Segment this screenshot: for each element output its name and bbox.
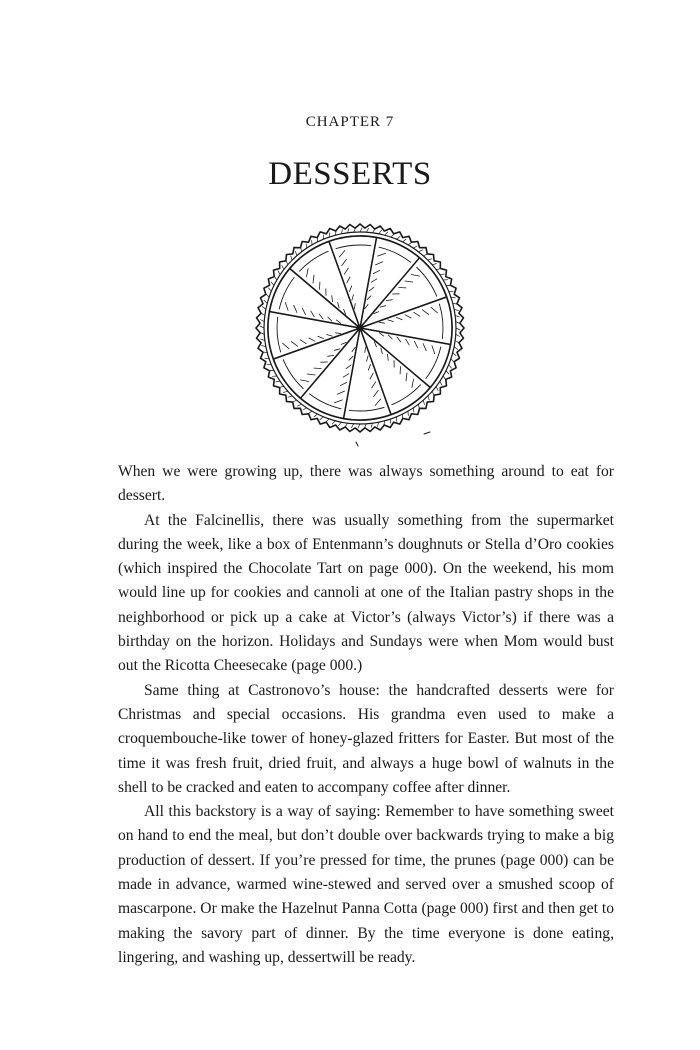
chapter-title: DESSERTS	[268, 156, 432, 192]
paragraph: Same thing at Castronovo’s house: the handcrafted desserts were for Christmas and special occasions. His grandma even used to make a croquembouche-like tower of honey-glazed fritters for Easter. But most of the time it was fresh fruit, dried fruit, and always a huge bowl of walnuts in the shell to be cracked and eaten to accompany coffee after dinner.	[118, 681, 614, 796]
paragraph: At the Falcinellis, there was usually something from the supermarket during the week, like a box of Entenmann’s doughnuts or Stella d’Oro cookies (which inspired the Chocolate Tart on page 000). On the weekend, his mom would line up for cookies and cannoli at one of the Italian pastry shops in the neighborhood or pick up a cake at Victor’s (always Victor’s) if there was a birthday on the horizon. Holidays and Sundays were when Mom would bust out the Ricotta Cheesecake (page 000.)	[118, 511, 614, 675]
paragraph: All this backstory is a way of saying: Remember to have something sweet on hand to end the meal, but don’t double over backwards trying to make a big production of dessert. If you’re pressed for time, the prunes (page 000) can be made in advance, warmed wine-stewed and served over a smushed scoop of mascarpone. Or make the Hazelnut Panna Cotta (page 000) first and then get to making the savory part of dinner. By the time everyone is done eating, lingering, and washing up, dessertwill be ready.	[118, 803, 614, 966]
paragraph: When we were growing up, there was always something around to eat for dessert.	[118, 463, 614, 505]
sliced-tart-icon	[252, 222, 468, 448]
body-text	[118, 460, 614, 970]
chapter-label: CHAPTER 7	[305, 114, 395, 130]
